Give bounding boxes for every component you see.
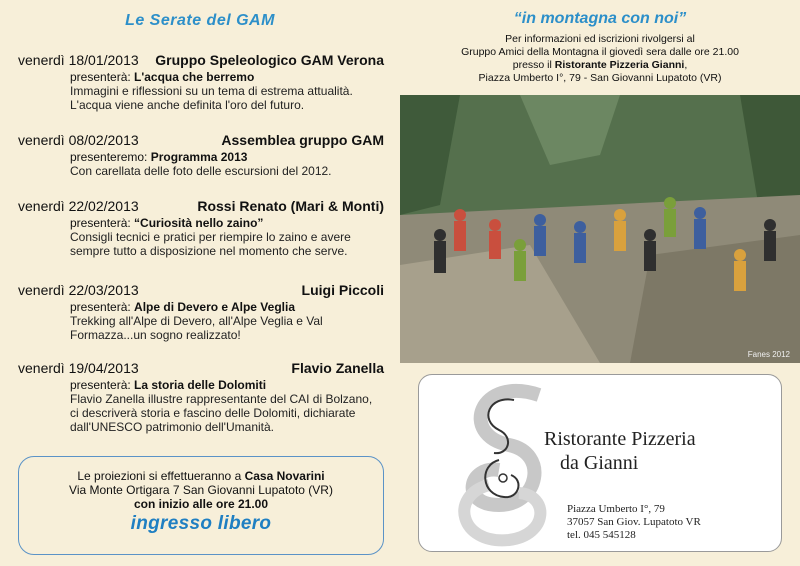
event-speaker: Assemblea gruppo GAM — [221, 132, 384, 148]
event-body — [70, 150, 384, 178]
contact-line: Piazza Umberto I°, 79 - San Giovanni Lupatoto (VR) — [478, 72, 722, 84]
event-subject — [70, 216, 384, 230]
free-entry: ingresso libero — [130, 513, 272, 534]
event-body — [70, 70, 384, 112]
event-date: venerdì 22/03/2013 — [18, 282, 139, 298]
event-subject — [70, 150, 384, 164]
event-desc: L'acqua viene anche definita l'oro del futuro. — [70, 98, 305, 112]
venue-line — [19, 469, 383, 483]
event-verb: presenterà: — [70, 378, 131, 392]
card-address-line: 37057 San Giov. Lupatoto VR — [567, 516, 701, 528]
event-subject-title: L'acqua che berremo — [134, 70, 255, 84]
right-title: “in montagna con noi” — [513, 10, 687, 27]
event-date: venerdì 22/02/2013 — [18, 198, 139, 214]
contact-prefix: presso il — [512, 59, 552, 71]
event-item — [18, 198, 384, 258]
event-body — [70, 216, 384, 258]
photo-credit: Fanes 2012 — [747, 350, 790, 359]
event-speaker: Flavio Zanella — [291, 360, 384, 376]
event-desc: Con carellata delle foto delle escursioni del 2012. — [70, 164, 332, 178]
event-item — [18, 282, 384, 342]
venue-info-box — [18, 456, 384, 555]
events-title: Le Serate del GAM — [125, 12, 275, 29]
event-header — [18, 198, 384, 215]
event-header — [18, 132, 384, 149]
contact-suffix: , — [684, 59, 688, 71]
event-desc: ci descriverà storia e fascino delle Dolomiti, dichiarate — [70, 406, 356, 420]
event-date: venerdì 18/01/2013 — [18, 52, 139, 68]
card-phone: tel. 045 545128 — [567, 529, 636, 541]
restaurant-card-name — [544, 427, 696, 475]
event-desc: sempre tutto a disposizione nel momento che serve. — [70, 244, 348, 258]
event-desc: Immagini e riflessioni su un tema di estrema attualità. — [70, 84, 353, 98]
card-address-line: Piazza Umberto I°, 79 — [567, 503, 665, 515]
event-desc: Trekking all'Alpe di Devero, all'Alpe Veglia e Val — [70, 314, 323, 328]
start-time: con inizio alle ore 21.00 — [133, 497, 269, 511]
restaurant-address — [567, 503, 701, 542]
photo-illustration — [400, 95, 800, 363]
card-name-line1: Ristorante Pizzeria — [544, 428, 696, 450]
restaurant-card — [418, 374, 782, 552]
event-verb: presenterà: — [70, 216, 131, 230]
event-subject-title: La storia delle Dolomiti — [134, 378, 267, 392]
event-desc: Consigli tecnici e pratici per riempire lo zaino e avere — [70, 230, 351, 244]
contact-line: Per informazioni ed iscrizioni rivolgersi al — [505, 33, 695, 45]
event-item — [18, 360, 384, 434]
restaurant-name: Ristorante Pizzeria Gianni — [554, 59, 685, 71]
event-header — [18, 52, 384, 69]
event-speaker: Luigi Piccoli — [301, 282, 384, 298]
event-subject-title: Programma 2013 — [150, 150, 248, 164]
event-desc: Flavio Zanella illustre rappresentante del CAI di Bolzano, — [70, 392, 373, 406]
event-body — [70, 300, 384, 342]
event-body — [70, 378, 384, 434]
venue-prefix: Le proiezioni si effettueranno a — [77, 469, 242, 483]
card-name-line2: da Gianni — [560, 452, 639, 474]
event-date: venerdì 19/04/2013 — [18, 360, 139, 376]
event-header — [18, 360, 384, 377]
event-subject — [70, 300, 384, 314]
event-subject — [70, 70, 384, 84]
group-photo — [400, 95, 800, 363]
event-verb: presenterà: — [70, 70, 131, 84]
contact-line — [400, 59, 800, 72]
event-verb: presenterà: — [70, 300, 131, 314]
right-panel — [400, 0, 800, 566]
event-subject-title: Alpe di Devero e Alpe Veglia — [134, 300, 295, 314]
event-speaker: Rossi Renato (Mari & Monti) — [197, 198, 384, 214]
event-verb: presenteremo: — [70, 150, 148, 164]
event-header — [18, 282, 384, 299]
event-subject — [70, 378, 384, 392]
venue-name: Casa Novarini — [244, 469, 325, 483]
event-subject-title: “Curiosità nello zaino” — [134, 216, 264, 230]
event-item — [18, 52, 384, 112]
event-speaker: Gruppo Speleologico GAM Verona — [155, 52, 384, 68]
venue-address: Via Monte Ortigara 7 San Giovanni Lupatoto (VR) — [69, 483, 333, 497]
contact-line: Gruppo Amici della Montagna il giovedì sera dalle ore 21.00 — [461, 46, 739, 58]
event-desc: Formazza...un sogno realizzato! — [70, 328, 241, 342]
event-item — [18, 132, 384, 178]
event-date: venerdì 08/02/2013 — [18, 132, 139, 148]
event-desc: dall'UNESCO patrimonio dell'Umanità. — [70, 420, 274, 434]
contact-info — [400, 33, 800, 85]
